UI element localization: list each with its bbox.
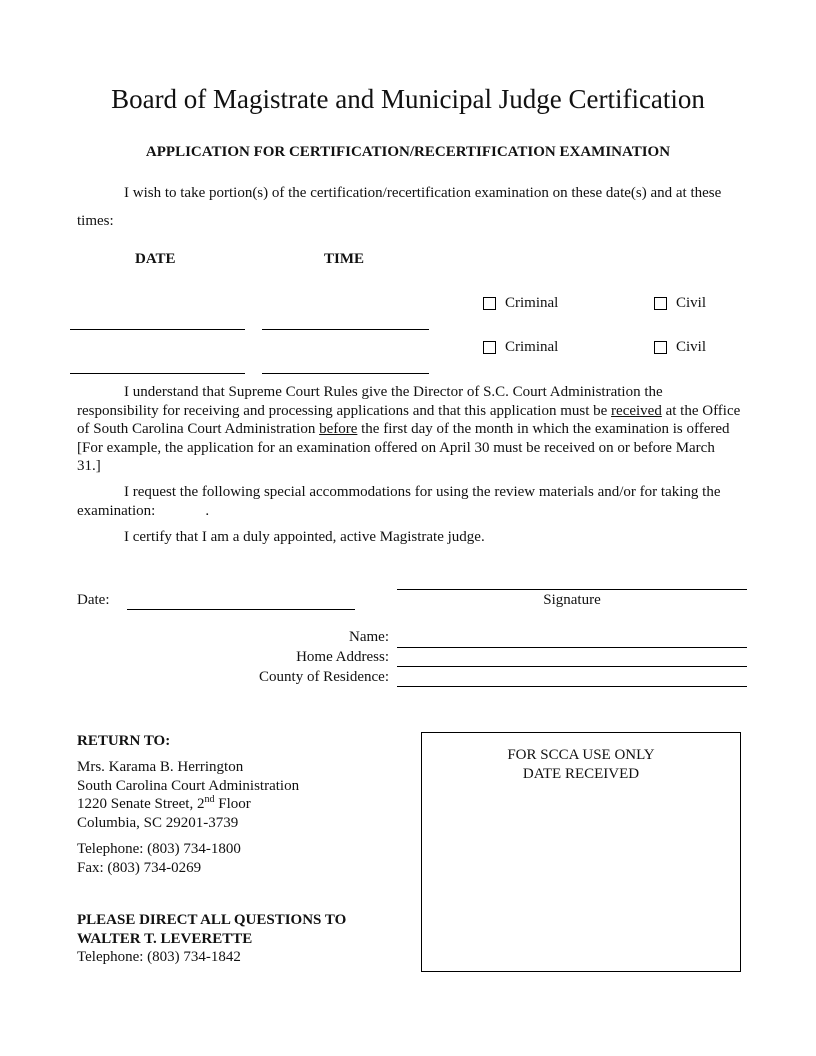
- civil-checkbox-2[interactable]: [654, 341, 667, 354]
- return-to-heading: RETURN TO:: [77, 733, 171, 749]
- intro-paragraph: [77, 179, 742, 235]
- scca-line-2: DATE RECEIVED: [522, 766, 640, 782]
- understand-text-1: I understand that Supreme Court Rules give the Director of S.C. Court Administration the responsibility for receiving and processing applications and that this application must be: [77, 384, 663, 419]
- return-telephone: Telephone: (803) 734-1800: [77, 841, 241, 857]
- date-column-header: DATE: [135, 251, 176, 267]
- questions-block: [77, 911, 346, 967]
- questions-line-1: PLEASE DIRECT ALL QUESTIONS TO: [77, 912, 347, 928]
- signature-line[interactable]: [397, 589, 747, 590]
- civil-option-2: [654, 339, 706, 356]
- return-fax: Fax: (803) 734-0269: [77, 859, 202, 876]
- date-field-2[interactable]: [70, 373, 245, 374]
- name-field[interactable]: [397, 647, 747, 648]
- home-address-label: Home Address:: [296, 649, 389, 665]
- civil-label-2: Civil: [676, 339, 707, 355]
- return-address: [77, 758, 299, 832]
- civil-label-1: Civil: [676, 295, 707, 311]
- questions-telephone: Telephone: (803) 734-1842: [77, 949, 241, 965]
- understand-text-2: at the Office of South Carolina Court Administration: [77, 402, 741, 437]
- certify-text: I certify that I am a duly appointed, active Magistrate judge.: [124, 529, 485, 545]
- date-label: Date:: [77, 592, 110, 608]
- received-emphasis: received: [611, 402, 662, 419]
- criminal-checkbox-1[interactable]: [483, 297, 496, 310]
- criminal-checkbox-2[interactable]: [483, 341, 496, 354]
- questions-line-2: WALTER T. LEVERETTE: [77, 930, 253, 947]
- criminal-option-2: [483, 339, 558, 356]
- certify-paragraph: [77, 528, 742, 547]
- signature-label: Signature: [543, 592, 601, 608]
- criminal-label-1: Criminal: [505, 295, 559, 311]
- criminal-label-2: Criminal: [505, 339, 559, 355]
- time-column-header: TIME: [324, 251, 365, 267]
- scca-use-only-box: [421, 732, 741, 972]
- criminal-option-1: [483, 295, 558, 312]
- return-street: 1220 Senate Street, 2nd Floor: [77, 794, 251, 812]
- civil-option-1: [654, 295, 706, 312]
- date-field-1[interactable]: [70, 329, 245, 330]
- accommodations-period: .: [205, 502, 210, 519]
- civil-checkbox-1[interactable]: [654, 297, 667, 310]
- return-org: South Carolina Court Administration: [77, 777, 300, 794]
- understand-text-3: the first day of the month in which the examination is offered [For example, the application for an examination offered on April 30 must be received on or before March 31.]: [77, 421, 730, 474]
- time-field-1[interactable]: [262, 329, 429, 330]
- return-contact: [77, 840, 241, 877]
- home-address-field[interactable]: [397, 666, 747, 667]
- page-title: Board of Magistrate and Municipal Judge Certification: [111, 84, 705, 114]
- form-subtitle: APPLICATION FOR CERTIFICATION/RECERTIFICATION EXAMINATION: [145, 144, 671, 160]
- scca-line-1: FOR SCCA USE ONLY: [507, 747, 655, 763]
- name-label: Name:: [349, 629, 389, 645]
- return-city: Columbia, SC 29201-3739: [77, 814, 239, 831]
- before-emphasis: before: [319, 421, 358, 437]
- county-label: County of Residence:: [259, 669, 389, 685]
- understanding-paragraph: [77, 383, 742, 476]
- accommodations-paragraph: [77, 483, 742, 520]
- intro-text: I wish to take portion(s) of the certification/recertification examination on these date(s) and at these times:: [77, 185, 722, 229]
- county-field[interactable]: [397, 686, 747, 687]
- date-signed-field[interactable]: [127, 609, 355, 610]
- time-field-2[interactable]: [262, 373, 429, 374]
- return-name: Mrs. Karama B. Herrington: [77, 759, 244, 775]
- accommodations-text: I request the following special accommodations for using the review materials and/or for taking the examination:: [77, 484, 721, 519]
